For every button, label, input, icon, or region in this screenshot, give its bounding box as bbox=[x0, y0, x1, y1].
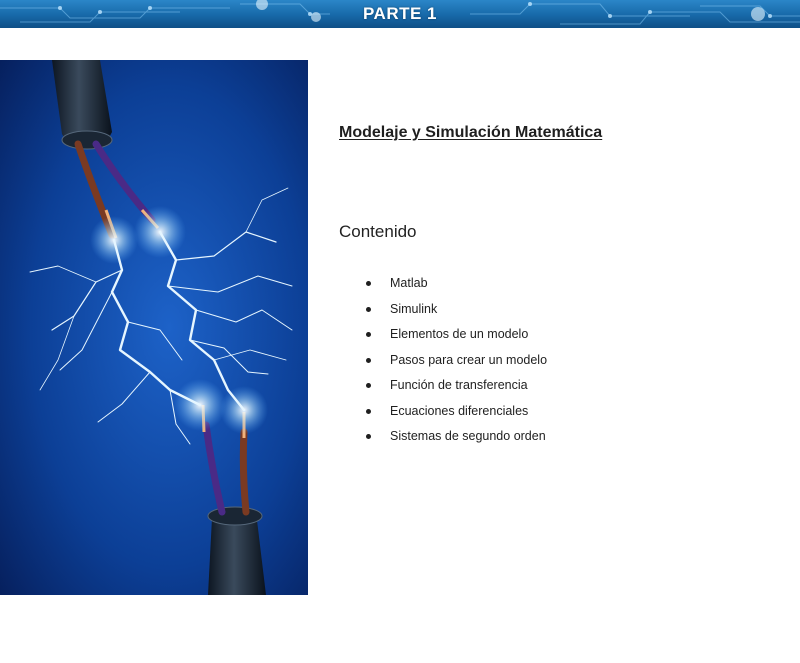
bullet-icon bbox=[366, 281, 371, 286]
list-item bbox=[366, 352, 547, 378]
bullet-icon bbox=[366, 307, 371, 312]
list-item-label: Pasos para crear un modelo bbox=[390, 352, 548, 367]
bullet-icon bbox=[366, 332, 371, 337]
list-item bbox=[366, 403, 547, 429]
list-item bbox=[366, 428, 547, 454]
bullet-icon bbox=[366, 434, 371, 439]
list-item bbox=[366, 301, 547, 327]
bullet-icon bbox=[366, 383, 371, 388]
contents-heading: Contenido bbox=[339, 222, 417, 241]
part-title: PARTE 1 bbox=[362, 4, 438, 23]
list-item-label: Matlab bbox=[390, 276, 428, 290]
list-item-label: Sistemas de segundo orden bbox=[390, 429, 546, 443]
list-item-label: Ecuaciones diferenciales bbox=[390, 403, 529, 418]
list-item-label: Simulink bbox=[390, 301, 438, 316]
document-title: Modelaje y Simulación Matemática bbox=[339, 124, 603, 141]
electric-cable-image bbox=[0, 60, 308, 595]
list-item-label: Elementos de un modelo bbox=[390, 327, 529, 341]
header-banner bbox=[0, 0, 800, 28]
bullet-icon bbox=[366, 358, 371, 363]
list-item bbox=[366, 377, 547, 403]
bullet-icon bbox=[366, 409, 371, 414]
list-item-label: Función de transferencia bbox=[390, 378, 528, 392]
list-item bbox=[366, 275, 547, 301]
list-item bbox=[366, 326, 547, 352]
contents-list bbox=[366, 275, 547, 454]
electric-cable-lightning-icon bbox=[0, 60, 308, 595]
